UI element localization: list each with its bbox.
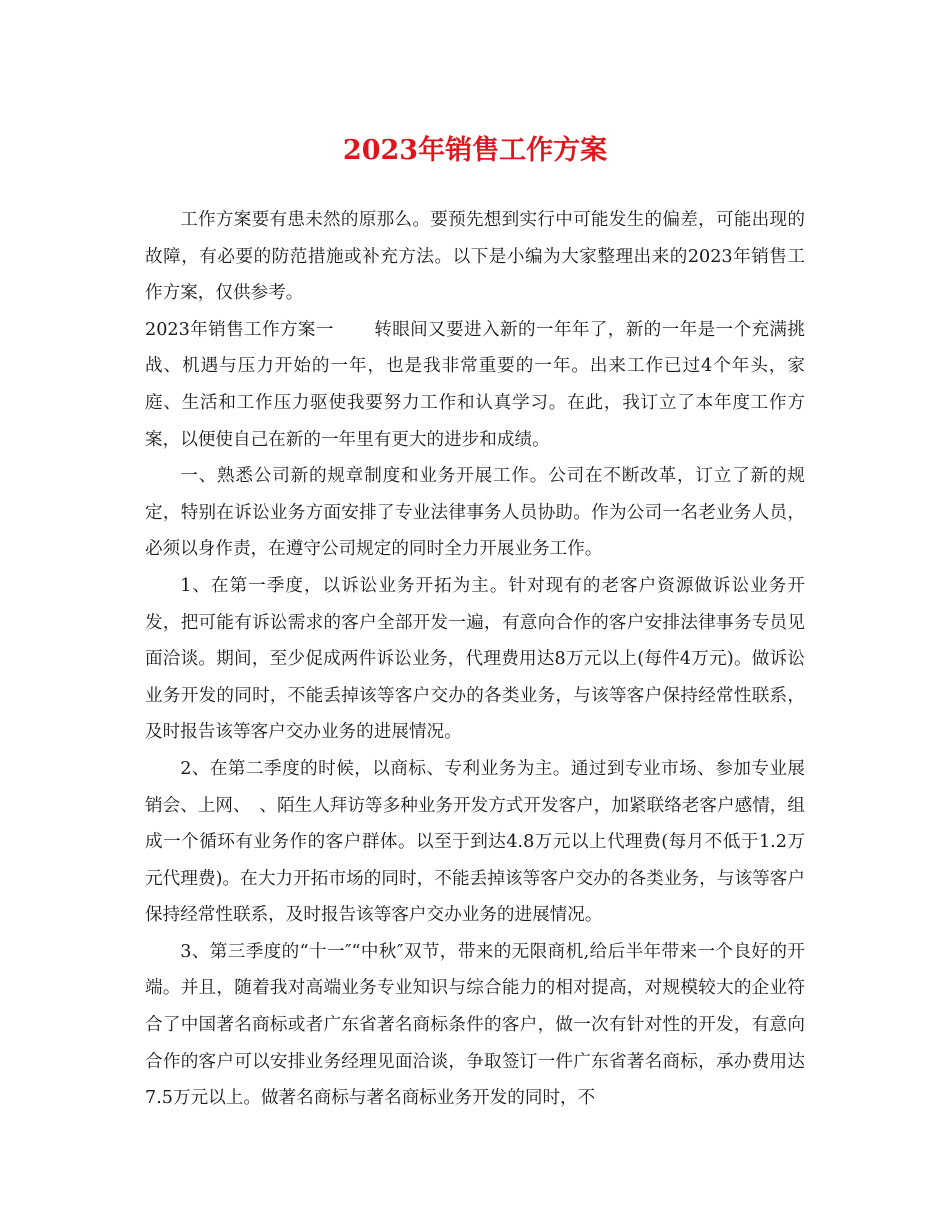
paragraph-item-2: 2、在第二季度的时候，以商标、专利业务为主。通过到专业市场、参加专业展销会、上网、 、陌生人拜访等多种业务开发方式开发客户，加紧联络老客户感情，组成一个循环有业务作的客户群体。以至于到达4.8万元以上代理费(每月不低于1.2万元代理费)。在大力开拓市场的同时，不能丢掉该等客户交办的各类业务，与该等客户保持经常性联系，及时报告该等客户交办业务的进展情况。 bbox=[145, 758, 805, 926]
paragraph-intro: 工作方案要有患未然的原那么。要预先想到实行中可能发生的偏差，可能出现的故障，有必要的防范措施或补充方法。以下是小编为大家整理出来的2023年销售工作方案，仅供参考。 bbox=[145, 210, 805, 304]
plan-one-text: 转眼间又要进入新的一年年了，新的一年是一个充满挑战、机遇与压力开始的一年，也是我非常重要的一年。出来工作已过4个年头，家庭、生活和工作压力驱使我要努力工作和认真学习。在此，我订立了本年度工作方案，以便使自己在新的一年里有更大的进步和成绩。 bbox=[145, 319, 805, 450]
paragraph-item-1: 1、在第一季度，以诉讼业务开拓为主。针对现有的老客户资源做诉讼业务开发，把可能有诉讼需求的客户全部开发一遍，有意向合作的客户安排法律事务专员见面洽谈。期间，至少促成两件诉讼业务，代理费用达8万元以上(每件4万元)。做诉讼业务开发的同时，不能丢掉该等客户交办的各类业务，与该等客户保持经常性联系，及时报告该等客户交办业务的进展情况。 bbox=[145, 575, 805, 743]
paragraph-plan-one bbox=[145, 312, 805, 458]
paragraph-section-one: 一、熟悉公司新的规章制度和业务开展工作。公司在不断改革，订立了新的规定，特别在诉讼业务方面安排了专业法律事务人员协助。作为公司一名老业务人员，必须以身作责，在遵守公司规定的同时全力开展业务工作。 bbox=[145, 466, 805, 560]
paragraph-item-3: 3、第三季度的“十一″“中秋″双节，带来的无限商机,给后半年带来一个良好的开端。并且，随着我对高端业务专业知识与综合能力的相对提高，对规模较大的企业符合了中国著名商标或者广东省著名商标条件的客户，做一次有针对性的开发，有意向合作的客户可以安排业务经理见面洽谈，争取签订一件广东省著名商标，承办费用达7.5万元以上。做著名商标与著名商标业务开发的同时，不 bbox=[145, 941, 805, 1109]
document-title: 2023年销售工作方案 bbox=[342, 135, 608, 166]
plan-one-heading: 2023年销售工作方案一 bbox=[145, 319, 334, 340]
document-body bbox=[145, 202, 805, 1117]
